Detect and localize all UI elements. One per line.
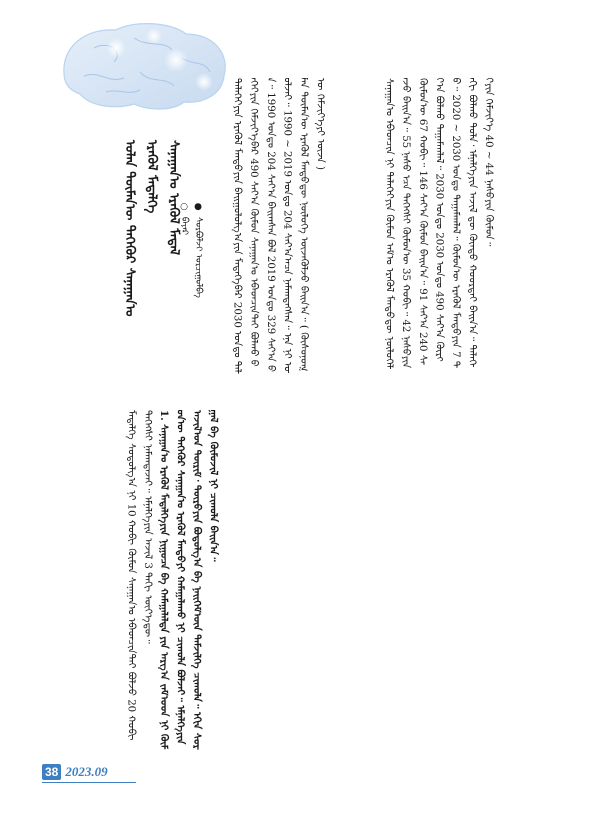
article-title-text: ᠣᠯᠠᠨ ᠲᠦᠮᠡᠨ᠎ᠦ ᠳᠡᠭᠡᠭᠦᠷ ᠰᠠᠨᠠᠭᠠᠨ᠎ᠤ ᠡᠷᠡᠭᠦᠯ ᠮᠡᠳᠡᠯᠭᠡ	[122, 140, 159, 317]
page-footer	[42, 764, 108, 780]
text-column-1	[228, 78, 354, 374]
issue-number: 2023.09	[65, 764, 108, 779]
article-title	[118, 140, 181, 340]
page-number: 38	[42, 764, 61, 780]
author-name: ᠰᠤᠷᠪᠤᠯᠵᠢ ᠣᠷᠴᠢᠭᠤᠯᠪᠠ	[193, 216, 203, 298]
paragraph: ᠳᠡᠯᠡᠬᠡᠢ᠎ᠶᠢᠨ ᠡᠷᠡᠭᠦᠯ ᠮᠡᠨᠳᠦ᠎ᠶᠢᠨ ᠪᠠᠢᠭᠤᠯᠤᠯᠭ᠎ᠠ᠎ᠶᠢᠨ ᠮᠡᠳᠡᠭᠡ᠎ᠪᠡᠷ 2030 ᠣᠨ᠎ᠳᠤ ᠳᠡᠯᠡᠬᠡᠢ᠎ᠶᠢᠨ ᠬᠡᠮᠵᠢᠶ᠎ᠡ᠎ᠪᠡᠷ 490 ᠰᠠᠶ᠎ᠠ ᠬᠦᠮᠦᠨ ᠰᠠᠨᠠᠭᠠᠨ᠎ᠤ ᠡᠪᠡᠳᠴᠢᠨ᠎ᠲᠡᠢ ᠪᠣᠯᠬᠤ ᠪᠠ᠃ 1990 ᠣᠨ᠎ᠳᠤ 204 ᠰᠠᠶ᠎ᠠ ᠪᠠᠢᠭᠰᠠᠨ ᠪᠣᠯ 2019 ᠣᠨ᠎ᠳᠤ 329 ᠰᠠᠶ᠎ᠠ ᠪᠣᠯᠵᠠᠢ᠃ 1990 ~ 2019 ᠣᠨ᠎ᠳᠤ 204 ᠰᠠᠶ᠎ᠠ᠎ᠠᠴᠠ ᠨᠡᠮᠡᠭ᠍ᠳᠡᠭᠰᠡᠨ᠃ ᠡᠨᠡ ᠨᠢ ᠣᠯᠠᠨ ᠲᠦᠮᠡᠨ᠎ᠦ ᠡᠷᠡᠭᠦᠯ ᠮᠡᠨᠳᠦ᠎ᠳᠦ ᠨᠥᠯᠥᠭᠡ ᠦᠵᠡᠭᠦᠯᠵᠦ ᠪᠠᠢᠨ᠎ᠠ᠃ ( ᠬᠦᠰᠦᠨᠦᠭ᠍ ᠦ ᠬᠡᠮᠵᠢᠶ᠎ᠡ᠎ᠶᠢ ᠦᠵᠡ )	[231, 78, 326, 374]
paragraph: ᠰᠠᠨᠠᠭᠠᠨ᠎ᠤ ᠡᠪᠡᠳᠴᠢᠨ ᠨᠢ ᠳᠡᠯᠡᠬᠡᠢ᠎ᠶᠢᠨ ᠬᠦᠮᠦᠨ ᠠᠮ᠎ᠤ ᠡᠷᠡᠭᠦᠯ ᠮᠡᠨᠳᠦ᠎ᠳᠦ ᠨᠥᠯᠥᠭᠡᠯᠡᠵᠦ ᠪᠠᠢᠨ᠎ᠠ᠃ 55 ᠨᠠᠰᠤ ᠡᠴᠡ ᠳᠡᠭᠡᠭᠰᠢ ᠬᠦᠮᠦᠨ᠎ᠦ 35 ᠬᠤᠪᠢ᠃ 42 ᠨᠠᠰᠤ᠎ᠶᠢᠨ ᠬᠦᠮᠦᠨ᠎ᠦ 67 ᠬᠤᠪᠢ᠃ 146 ᠰᠠᠶ᠎ᠠ ᠬᠦᠮᠦᠨ ᠪᠠᠢᠨ᠎ᠠ᠃ 91 ᠰᠠᠶ᠎ᠠ 240 ᠰᠠᠶ᠎ᠠ ᠪᠣᠯᠬᠤ ᠲᠠᠭᠠᠮᠠᠭᠯᠠᠯ᠃ 2030 ᠣᠨ᠎ᠳᠤ 2030 ᠣᠨ᠎ᠳᠤ 490 ᠰᠠᠶ᠎ᠠ ᠬᠦᠷᠬᠦ᠃ 2020 ~ 2030 ᠣᠨ᠎ᠳᠤ ᠲᠠᠭᠠᠮᠠᠭᠯᠠᠯ᠃ ᠬᠦᠮᠦᠨ᠎ᠦ ᠡᠷᠡᠭᠦᠯ ᠮᠡᠨᠳᠦ᠎ᠶᠢᠨ 7 ᠳᠠᠬᠢ ᠪᠣᠯᠬᠤ ᠲᠤᠯᠠ᠂ ᠡᠮᠨᠡᠯᠭᠡ᠎ᠶᠢᠨ ᠠᠵᠢᠯ ᠳᠦ ᠬᠦᠨᠳᠦ ᠬᠣᠤᠷᠲᠠᠢ ᠪᠠᠢᠨ᠎ᠠ᠃ ᠳᠡᠯᠡᠬᠡᠢ᠎ᠶᠢᠨ ᠬᠡᠮᠵᠢᠶ᠎ᠡ 40 ~ 44 ᠨᠠᠰᠤ᠎ᠶᠢᠨ ᠬᠦᠮᠦᠨ᠃	[383, 78, 495, 369]
brain-illustration-icon	[54, 18, 234, 113]
author-bullet: ○	[180, 202, 188, 212]
author-bullet: ●	[194, 202, 202, 212]
author-item	[177, 200, 191, 320]
text-column-3	[122, 410, 552, 750]
paragraph: ᠮᠡᠳᠡᠯᠭᠡ ᠰᠤᠳᠤᠯᠭ᠎ᠠ ᠨᠢ 10 ᠬᠤᠪᠢ ᠬᠦᠮᠦᠨ ᠰᠠᠨᠠᠭᠠᠨ᠎ᠤ ᠡᠪᠡᠳᠴᠢᠨ᠎ᠲᠡᠢ ᠪᠣᠯᠵᠤ 20 ᠬᠤᠪᠢ ᠳᠡᠭᠡᠭᠰᠢ ᠨᠡᠮᠡᠭ᠍ᠳᠡᠵᠡᠢ᠃ ᠡᠮᠨᠡᠯᠭᠡ᠎ᠶᠢᠨ ᠠᠵᠢᠯ 3 ᠳᠠᠬᠢ ᠦᠶ᠎ᠡ᠎ᠳᠦ᠃	[125, 410, 154, 741]
author-name: ᠪᠠᠶᠠᠷ	[179, 216, 189, 235]
article-subtitle: ᠰᠠᠨᠠᠭᠠᠨ᠎ᠤ ᠡᠷᠡᠭᠦᠯ ᠮᠡᠳᠡᠯ	[166, 140, 181, 256]
author-list	[177, 200, 207, 320]
footer-divider	[42, 782, 136, 783]
text-column-2	[380, 78, 556, 370]
section-heading-paragraph: 1. ᠰᠠᠨᠠᠭᠠᠨ᠎ᠤ ᠡᠷᠡᠭᠦᠯ ᠮᠡᠳᠡᠯᠭᠡ᠎ᠶᠢᠨ ᠨᠢᠭᠤᠴᠠ ᠪᠠ ᠬᠠᠮᠠᠭᠠᠯᠠᠯᠲᠠ ᠶᠢᠨ ᠠᠷᠭ᠎ᠠ ᠵᠠᠮ᠎ᠤᠳ ᠨᠢ ᠬᠦᠮᠦᠨ᠎ᠦ ᠳᠡᠭᠡᠭᠦᠷ ᠰᠠᠨᠠᠭᠠᠨ᠎ᠤ ᠡᠷᠡᠭᠦᠯ ᠮᠡᠨᠳᠦ᠎ᠶᠢ ᠬᠠᠮᠠᠭᠠᠯᠠᠬᠤ ᠨᠢ ᠴᠢᠬᠤᠯᠠ ᠪᠣᠯᠵᠠᠢ᠃ ᠡᠮᠨᠡᠯᠭᠡ᠎ᠶᠢᠨ ᠠᠵᠢᠯ᠎ᠤᠨ ᠳᠦᠷᠢᠮ᠂ ᠲᠦᠷᠦ᠎ᠶᠢᠨ ᠪᠣᠳᠤᠯᠭ᠎ᠠ ᠪᠠ ᠨᠡᠢᠭᠡᠮ᠎ᠦᠨ ᠳᠡᠮᠵᠢᠯᠭᠡ ᠴᠢᠬᠤᠯᠠ᠃ ᠡᠬᠢᠨ ᠰᠤᠷᠭᠠᠯ ᠪᠠ ᠬᠦᠮᠦᠵᠢᠯ ᠨᠢ ᠴᠢᠬᠤᠯᠠ ᠪᠠᠢᠨ᠎ᠠ᠃	[157, 410, 220, 750]
author-item	[191, 200, 205, 320]
